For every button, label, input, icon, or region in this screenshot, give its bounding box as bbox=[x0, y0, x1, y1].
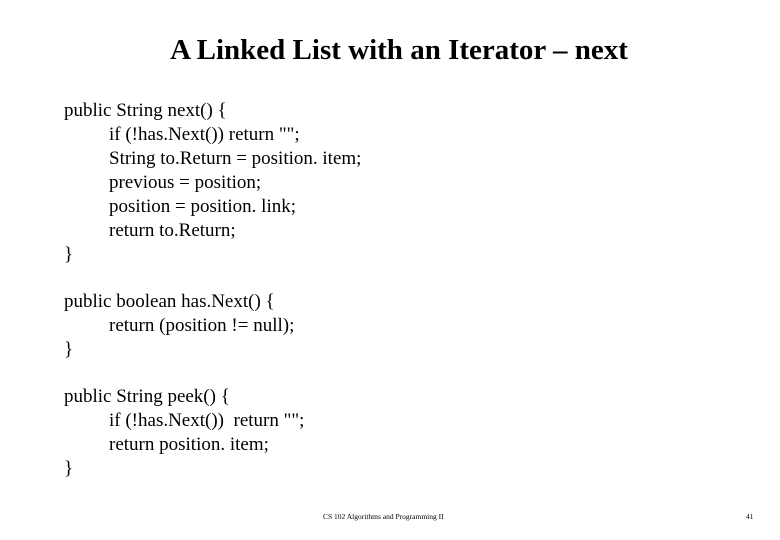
page-number: 41 bbox=[746, 512, 754, 521]
blank-spacer bbox=[64, 362, 361, 385]
code-line: public String next() { bbox=[64, 100, 227, 121]
code-line: String to.Return = position. item; bbox=[109, 148, 362, 169]
code-line: } bbox=[64, 244, 74, 265]
code-line: if (!has.Next()) return ""; bbox=[109, 410, 305, 431]
slide-title: A Linked List with an Iterator – next bbox=[170, 34, 628, 66]
code-line: } bbox=[64, 339, 74, 360]
code-line: return position. item; bbox=[109, 434, 269, 455]
code-line: } bbox=[64, 458, 74, 479]
peek-method-code bbox=[64, 385, 361, 481]
next-method-code bbox=[64, 99, 361, 267]
code-line: public boolean has.Next() { bbox=[64, 291, 275, 312]
code-line: position = position. link; bbox=[109, 196, 297, 217]
blank-spacer bbox=[64, 267, 361, 290]
code-block bbox=[64, 99, 361, 481]
code-line: public String peek() { bbox=[64, 386, 230, 407]
code-line: if (!has.Next()) return ""; bbox=[109, 124, 300, 145]
code-line: previous = position; bbox=[109, 172, 262, 193]
hasnext-method-code bbox=[64, 290, 361, 362]
footer-course-name: CS 102 Algorithms and Programming II bbox=[323, 512, 444, 521]
code-line: return (position != null); bbox=[109, 315, 295, 336]
code-line: return to.Return; bbox=[109, 220, 236, 241]
